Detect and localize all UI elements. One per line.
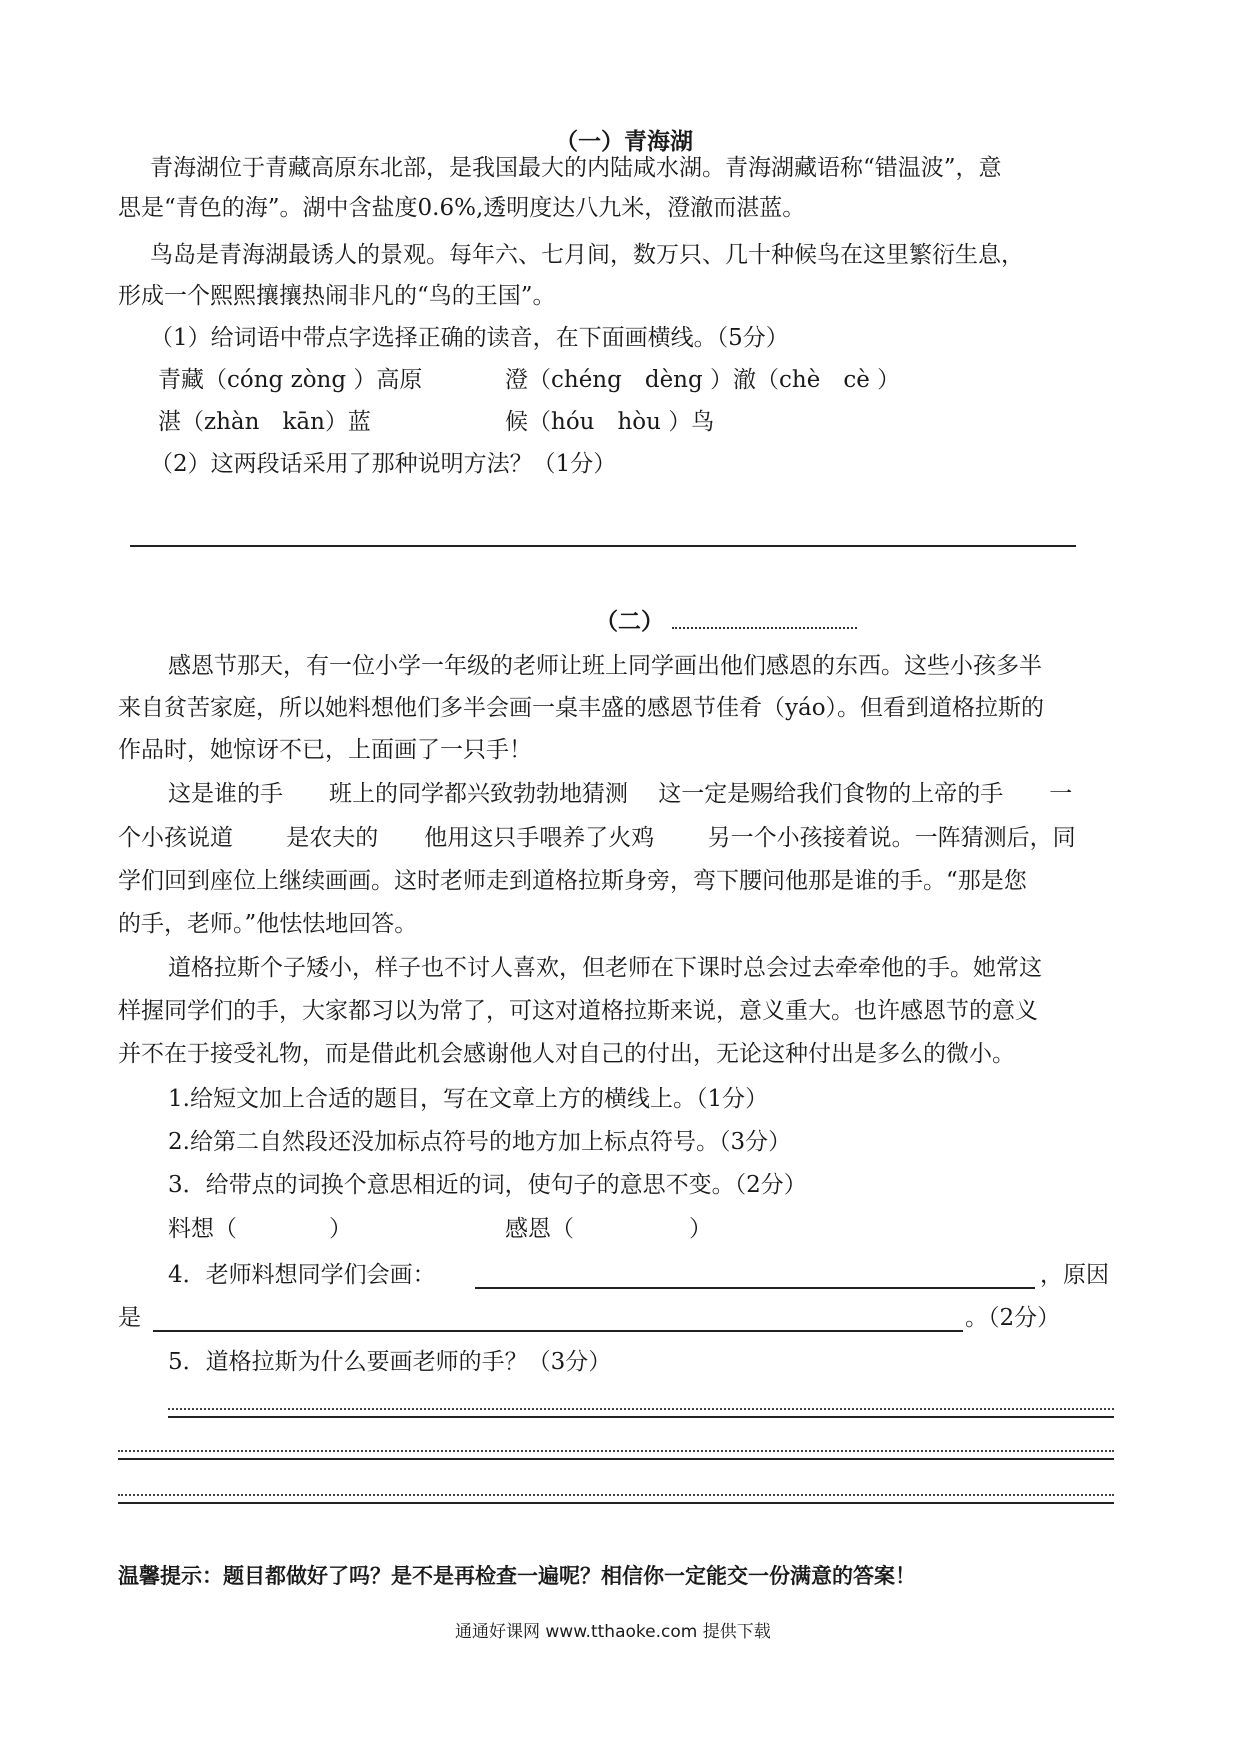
paragraph-line: 来自贫苦家庭，所以她料想他们多半会画一桌丰盛的感恩节佳肴（yáo）。但看到道格拉斯的 (118, 695, 1045, 721)
title-blank-line[interactable] (672, 605, 857, 629)
paragraph-line: 感恩节那天，有一位小学一年级的老师让班上同学画出他们感恩的东西。这些小孩多半 (168, 653, 1042, 679)
paragraph-line: 道格拉斯个子矮小，样子也不讨人喜欢，但老师在下课时总会过去牵牵他的手。她常这 (168, 955, 1042, 981)
pinyin-item-chengche: 澄（chéng dèng ）澈（chè cè ） (505, 367, 901, 393)
paragraph-line: 并不在于接受礼物，而是借此机会感谢他人对自己的付出，无论这种付出是多么的微小。 (118, 1041, 1015, 1067)
section2-question-4-score: 。（2分） (965, 1305, 1061, 1331)
section2-question-4-shi: 是 (118, 1305, 141, 1331)
section2-question-1: 1.给短文加上合适的题目，写在文章上方的横线上。（1分） (168, 1086, 769, 1112)
section2-title: （二） (595, 608, 664, 635)
section1-title: （一）青海湖 (555, 128, 693, 155)
paragraph-line: 这是谁的手 班上的同学都兴致勃勃地猜测 这一定是赐给我们食物的上帝的手 一 (168, 781, 1073, 807)
answer-line-q5-3[interactable] (118, 1494, 1114, 1496)
section2-question-3: 3．给带点的词换个意思相近的词，使句子的意思不变。（2分） (168, 1172, 807, 1198)
pinyin-item-zhanlan: 湛（zhàn kān）蓝 (158, 409, 371, 435)
pinyin-item-houniao: 候（hóu hòu ）鸟 (505, 409, 715, 435)
synonym-item-liaoxiang: 料想（ ） (168, 1216, 352, 1242)
answer-line-q5-1[interactable] (168, 1408, 1114, 1410)
synonym-item-ganen: 感恩（ ） (505, 1216, 712, 1242)
paragraph-line: 个小孩说道 是农夫的 他用这只手喂养了火鸡 另一个小孩接着说。一阵猜测后，同 (118, 825, 1076, 851)
answer-line-q5-2-base (118, 1458, 1114, 1460)
section1-para2-line1: 鸟岛是青海湖最诱人的景观。每年六、七月间，数万只、几十种候鸟在这里繁衍生息， (150, 242, 1024, 268)
pinyin-item-qingzang: 青藏（cóng zòng ）高原 (158, 367, 423, 393)
tip-text: ：题目都做好了吗？是不是再检查一遍呢？相信你一定能交一份满意的答案！ (202, 1564, 916, 1588)
answer-line-q5-2[interactable] (118, 1450, 1114, 1452)
section2-question-4-reason-label: ，原因 (1040, 1262, 1109, 1288)
section2-title-row (595, 605, 857, 638)
answer-line-section1-q2[interactable] (130, 545, 1076, 547)
paragraph-line: 样握同学们的手，大家都习以为常了，可这对道格拉斯来说，意义重大。也许感恩节的意义 (118, 998, 1038, 1024)
paragraph-line: 作品时，她惊讶不已，上面画了一只手！ (118, 737, 532, 763)
section1-question-2: （2）这两段话采用了那种说明方法？（1分） (150, 451, 617, 477)
section1-para2-line2: 形成一个熙熙攘攘热闹非凡的“鸟的王国”。 (118, 283, 556, 309)
tip-label: 温馨提示 (118, 1564, 202, 1588)
paragraph-line: 的手，老师。”他怯怯地回答。 (118, 911, 418, 937)
answer-line-q5-1-base (168, 1416, 1114, 1418)
section2-question-4-prompt: 4．老师料想同学们会画： (168, 1262, 436, 1288)
answer-line-q4-drawing[interactable] (475, 1287, 1035, 1289)
section1-para1-line1: 青海湖位于青藏高原东北部，是我国最大的内陆咸水湖。青海湖藏语称“错温波”，意 (150, 155, 1002, 181)
answer-line-q4-reason[interactable] (153, 1330, 963, 1332)
tip-row (118, 1560, 916, 1592)
answer-line-q5-3-base (118, 1502, 1114, 1504)
section2-question-2: 2.给第二自然段还没加标点符号的地方加上标点符号。（3分） (168, 1129, 792, 1155)
paragraph-line: 学们回到座位上继续画画。这时老师走到道格拉斯身旁，弯下腰问他那是谁的手。“那是您 (118, 868, 1027, 894)
footer-text: 通通好课网 www.tthaoke.com 提供下载 (455, 1622, 771, 1642)
section2-question-5: 5．道格拉斯为什么要画老师的手？（3分） (168, 1349, 612, 1375)
section1-para1-line2: 思是“青色的海”。湖中含盐度0.6%,透明度达八九米，澄澈而湛蓝。 (118, 195, 806, 221)
section1-question-1: （1）给词语中带点字选择正确的读音，在下面画横线。（5分） (150, 325, 789, 351)
